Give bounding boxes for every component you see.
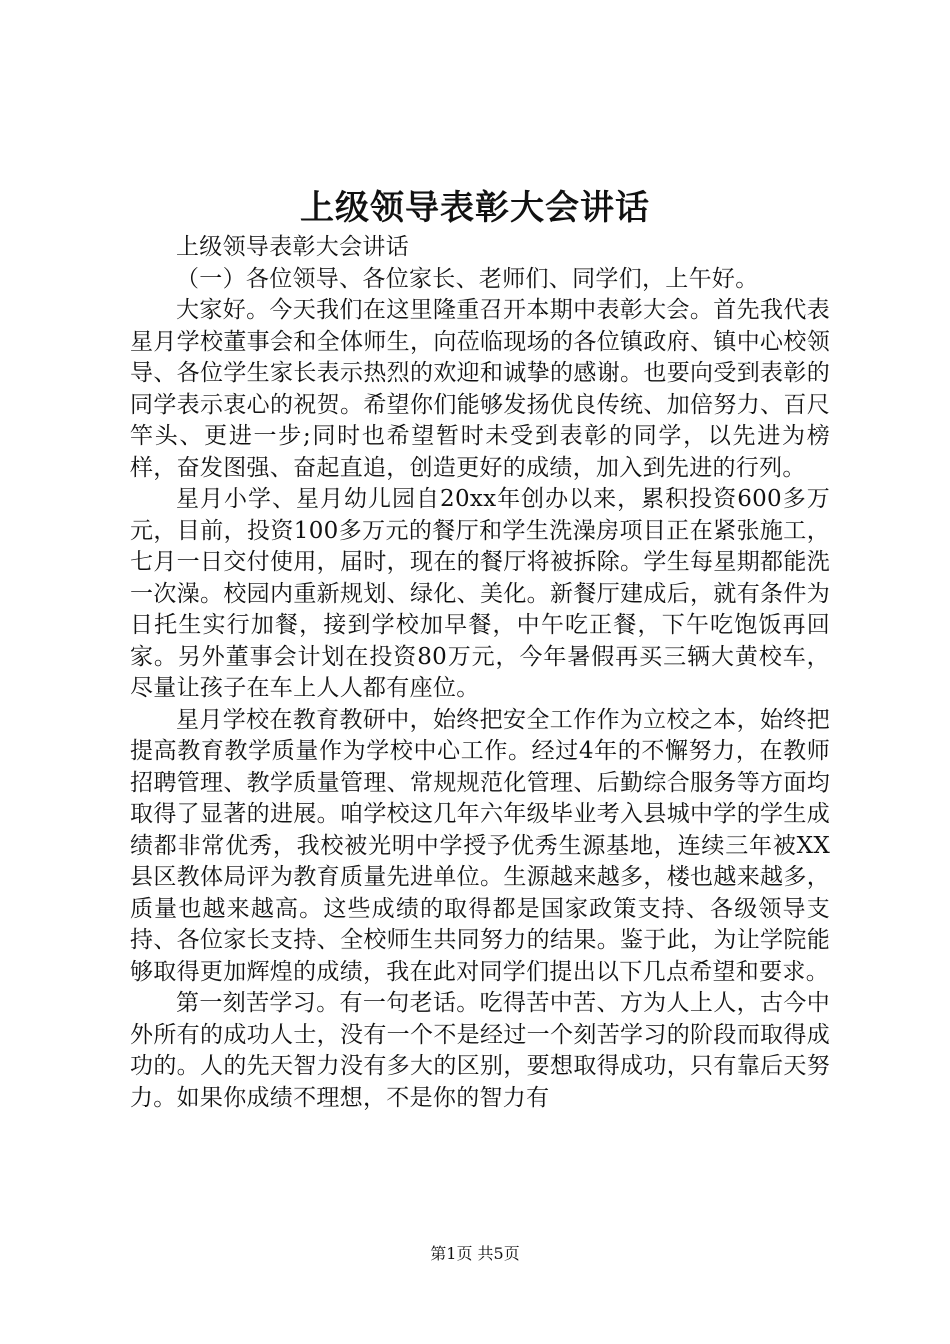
paragraph-teaching-achievements: 星月学校在教育教研中，始终把安全工作作为立校之本，始终把提高教育教学质量作为学校中心工作。经过4年的不懈努力，在教师招聘管理、教学质量管理、常规规范化管理、后勤综合服务等方面均取得了显著的进展。咱学校这几年六年级毕业考入县城中学的学生成绩都非常优秀，我校被光明中学授予优秀生源基地，连续三年被XX县区教体局评为教育质量先进单位。生源越来越多，楼也越来越多，质量也越来越高。这些成绩的取得都是国家政策支持、各级领导支持、各位家长支持、全校师生共同努力的结果。鉴于此，为让学院能够取得更加辉煌的成绩，我在此对同学们提出以下几点希望和要求。 <box>130 706 830 985</box>
page-title: 上级领导表彰大会讲话 <box>300 188 650 228</box>
paragraph-welcome: 大家好。今天我们在这里隆重召开本期中表彰大会。首先我代表星月学校董事会和全体师生，向莅临现场的各位镇政府、镇中心校领导、各位学生家长表示热烈的欢迎和诚挚的感谢。也要向受到表彰的同学表示衷心的祝贺。希望你们能够发扬优良传统、加倍努力、百尺竿头、更进一步;同时也希望暂时未受到表彰的同学，以先进为榜样，奋发图强、奋起直追，创造更好的成绩，加入到先进的行列。 <box>130 297 830 481</box>
paragraph-greeting: （一）各位领导、各位家长、老师们、同学们，上午好。 <box>176 265 759 292</box>
document-body <box>130 232 830 1114</box>
paragraph-subtitle: 上级领导表彰大会讲话 <box>176 234 409 260</box>
paragraph-first-requirement: 第一刻苦学习。有一句老话。吃得苦中苦、方为人上人，古今中外所有的成功人士，没有一个不是经过一个刻苦学习的阶段而取得成功的。人的先天智力没有多大的区别，要想取得成功，只有靠后天努力。如果你成绩不理想，不是你的智力有 <box>130 990 830 1111</box>
page-footer: 第1页 共5页 <box>430 1244 520 1263</box>
paragraph-school-investment: 星月小学、星月幼儿园自20xx年创办以来，累积投资600多万元，目前，投资100多万元的餐厅和学生洗澡房项目正在紧张施工，七月一日交付使用，届时，现在的餐厅将被拆除。学生每星期都能洗一次澡。校园内重新规划、绿化、美化。新餐厅建成后，就有条件为日托生实行加餐，接到学校加早餐，中午吃正餐，下午吃饱饭再回家。另外董事会计划在投资80万元，今年暑假再买三辆大黄校车，尽量让孩子在车上人人都有座位。 <box>130 486 830 701</box>
